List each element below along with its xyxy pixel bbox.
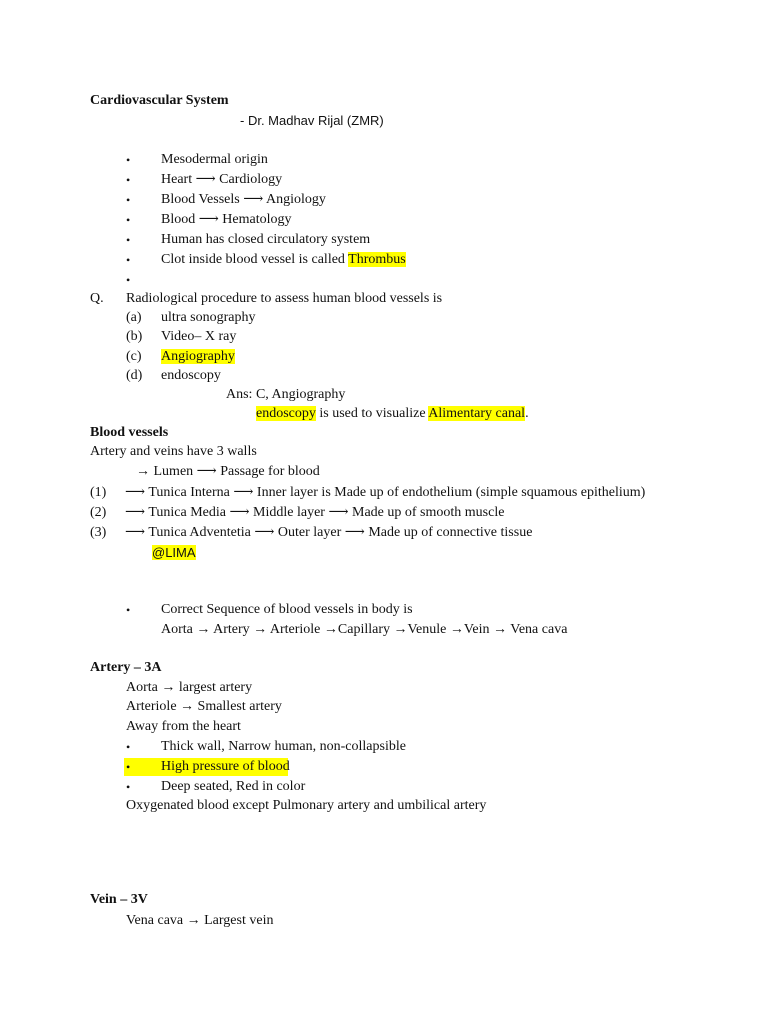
bullet-dot: • (126, 780, 131, 794)
question-text: Radiological procedure to assess human blood vessels is (126, 291, 443, 306)
paragraph-line: Artery and veins have 3 walls (90, 444, 257, 459)
highlighted-term: endoscopy (256, 406, 316, 421)
paragraph-line: Arteriole → Smallest artery (126, 699, 282, 714)
list-item-highlighted: High pressure of blood (161, 759, 290, 774)
paragraph-line: Vena cava → Largest vein (126, 913, 274, 928)
option-text: endoscopy (161, 368, 221, 383)
bullet-dot: • (126, 760, 131, 774)
answer-note (256, 406, 529, 422)
layer-number: (2) (90, 505, 107, 520)
bullet-dot: • (126, 253, 131, 267)
bullet-dot: • (126, 233, 131, 247)
list-item: Human has closed circulatory system (161, 232, 371, 247)
option-text: ultra sonography (161, 310, 256, 325)
highlighted-term: Alimentary canal (428, 406, 526, 421)
paragraph-line: Away from the heart (126, 719, 241, 734)
bullet-dot: • (126, 173, 131, 187)
option-label: (c) (126, 349, 142, 364)
list-item-text: Clot inside blood vessel is called (161, 252, 349, 267)
list-item: Heart ⟶ Cardiology (161, 172, 283, 187)
option-text-wrap (161, 349, 235, 365)
question-marker: Q. (90, 291, 104, 306)
list-item (161, 252, 406, 268)
option-text: Video– X ray (161, 329, 237, 344)
paragraph-line: Aorta → largest artery (126, 680, 253, 695)
bullet-dot: • (126, 193, 131, 207)
bullet-dot: • (126, 273, 131, 287)
layer-text: ⟶ Tunica Media ⟶ Middle layer ⟶ Made up of smooth muscle (125, 505, 505, 520)
highlighted-term: Thrombus (348, 252, 406, 267)
option-text-highlighted: Angiography (161, 349, 235, 364)
note-text: is used to visualize (315, 406, 429, 421)
sequence-line: Aorta → Artery → Arteriole →Capillary →Venule →Vein → Vena cava (161, 622, 568, 637)
layer-number: (3) (90, 525, 107, 540)
author-line: - Dr. Madhav Rijal (ZMR) (240, 113, 384, 128)
list-item: Correct Sequence of blood vessels in body is (161, 602, 413, 617)
layer-text: ⟶ Tunica Adventetia ⟶ Outer layer ⟶ Made up of connective tissue (125, 525, 533, 540)
layer-text: ⟶ Tunica Interna ⟶ Inner layer is Made up of endothelium (simple squamous epithelium) (125, 485, 646, 500)
paragraph-line: → Lumen ⟶ Passage for blood (136, 464, 320, 479)
bullet-dot: • (126, 603, 131, 617)
watermark-wrap (152, 545, 196, 561)
answer-line: Ans: C, Angiography (226, 387, 346, 402)
section-heading: Artery – 3A (90, 660, 162, 675)
bullet-dot: • (126, 740, 131, 754)
section-heading: Vein – 3V (90, 892, 148, 907)
bullet-dot: • (126, 213, 131, 227)
watermark-text: @LIMA (152, 545, 196, 560)
list-item: Thick wall, Narrow human, non-collapsible (161, 739, 406, 754)
option-label: (b) (126, 329, 143, 344)
note-text: . (525, 406, 529, 421)
paragraph-line: Oxygenated blood except Pulmonary artery and umbilical artery (126, 798, 487, 813)
bullet-dot: • (126, 153, 131, 167)
list-item: Blood ⟶ Hematology (161, 212, 292, 227)
option-label: (a) (126, 310, 142, 325)
option-label: (d) (126, 368, 143, 383)
list-item: Blood Vessels ⟶ Angiology (161, 192, 326, 207)
layer-number: (1) (90, 485, 107, 500)
list-item: Mesodermal origin (161, 152, 268, 167)
page-title: Cardiovascular System (90, 93, 229, 108)
section-heading: Blood vessels (90, 425, 169, 440)
list-item: Deep seated, Red in color (161, 779, 306, 794)
